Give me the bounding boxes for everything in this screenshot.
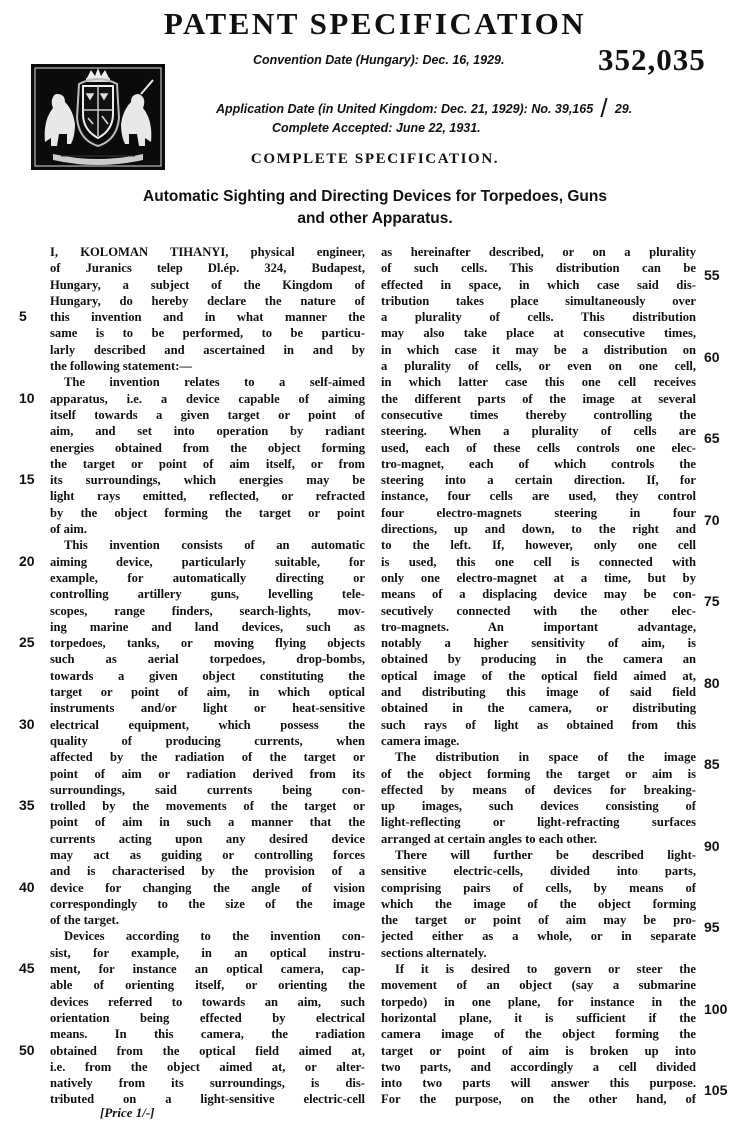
line-number: 60 <box>704 348 720 365</box>
application-date-text: Application Date (in United Kingdom: Dec. 21, 1929): No. 39,165 <box>216 102 594 116</box>
text-line: sensitive electric-cells, divided into parts, <box>381 864 696 879</box>
text-line: aiming device, particularly suitable, for <box>50 554 365 569</box>
text-line: Hungary, a subject of the Kingdom of <box>50 277 365 292</box>
text-line: affected by the radiation of the target or <box>50 750 365 765</box>
text-line: towards a given object constituting the <box>50 668 365 683</box>
line-number: 80 <box>704 674 720 691</box>
text-line: This invention consists of an automatic <box>64 538 365 553</box>
line-number: 35 <box>19 797 35 814</box>
text-line: torpedoes, tanks, or moving flying objects <box>50 636 365 651</box>
text-line: surroundings, said currents being con- <box>50 782 365 797</box>
text-line: i.e. from the object aimed at, or alter- <box>50 1059 365 1074</box>
text-line: ing marine and land devices, such as <box>50 619 365 634</box>
text-line: larly described and ascertained in and by <box>50 342 365 357</box>
text-line: apparatus, i.e. a device capable of aiming <box>50 391 365 406</box>
text-line: the target or point of aim itself, or from <box>50 456 365 471</box>
text-line: means. In this camera, the radiation <box>50 1027 365 1042</box>
text-line: currents acting upon any desired device <box>50 831 365 846</box>
text-line: scopes, range finders, search-lights, mov- <box>50 603 365 618</box>
text-line: such rays of light as obtained from this <box>381 717 696 732</box>
text-line: notably a higher sensitivity of aim, is <box>381 636 696 651</box>
text-line: aim, and set into operation by radiant <box>50 424 365 439</box>
text-line: target or point of aim, in which optical <box>50 685 365 700</box>
line-number: 50 <box>19 1041 35 1058</box>
text-line: tro-magnet, each of which controls the <box>381 456 696 471</box>
line-number: 55 <box>704 267 720 284</box>
text-line: a plurality of cells, or even on one cell, <box>381 359 696 374</box>
text-line: same is to be performed, to be particu- <box>50 326 365 341</box>
text-line: steering. When a plurality of cells are <box>381 424 696 439</box>
text-line: electrical equipment, which possess the <box>50 717 365 732</box>
text-line: correspondingly to the size of the image <box>50 896 365 911</box>
text-line: used, each of these cells controls one elec- <box>381 440 696 455</box>
application-date <box>216 89 633 123</box>
invention-title-line-1: Automatic Sighting and Directing Devices for Torpedoes, Guns <box>143 188 607 205</box>
text-line: orientation being effected by electrical <box>50 1010 365 1025</box>
line-number: 20 <box>19 552 35 569</box>
text-line: jected either as a whole, or in separate <box>381 929 696 944</box>
text-line: and distributing this image of said field <box>381 685 696 700</box>
text-line: a plurality of cells. This distribution <box>381 310 696 325</box>
document-title: PATENT SPECIFICATION <box>163 6 587 41</box>
text-line: controlling artillery guns, levelling tele- <box>50 587 365 602</box>
text-line: up images, such devices consisting of <box>381 799 696 814</box>
text-line: light-reflecting or light-refracting surfaces <box>381 815 696 830</box>
text-line: instruments and/or light or heat-sensitive <box>50 701 365 716</box>
application-number-slash: / <box>593 93 615 123</box>
line-number: 105 <box>704 1082 728 1099</box>
text-line: into two parts will answer this purpose. <box>381 1076 696 1091</box>
text-line: arranged at certain angles to each other. <box>381 831 598 846</box>
text-line: camera image. <box>381 733 460 748</box>
text-line: horizontal plane, it is sufficient if the <box>381 1010 696 1025</box>
text-line: and is characterised by the provision of a <box>50 864 365 879</box>
line-number: 30 <box>19 715 35 732</box>
text-line: steering into a certain direction. If, for <box>381 473 696 488</box>
text-line: torpedo) in one plane, for instance in the <box>381 994 696 1009</box>
text-line: of the target. <box>50 913 119 928</box>
invention-title-line-2: and other Apparatus. <box>297 210 453 227</box>
text-line: If it is desired to govern or steer the <box>395 962 696 977</box>
text-line: energies obtained from the object forming <box>50 440 365 455</box>
line-number: 90 <box>704 837 720 854</box>
text-line: example, for automatically directing or <box>50 570 365 585</box>
text-line: tributed on a light-sensitive electric-cell <box>50 1092 365 1107</box>
text-line: means of a displacing device may be con- <box>381 587 696 602</box>
text-line: directions, up and down, to the right and <box>381 522 696 537</box>
left-text-column <box>50 244 365 1108</box>
line-number: 45 <box>19 960 35 977</box>
text-line: light rays emitted, reflected, or refracted <box>50 489 365 504</box>
text-line: the following statement:— <box>50 359 193 374</box>
text-line: secutively connected with the other elec- <box>381 603 696 618</box>
text-line: in which case it may be a distribution on <box>381 342 696 357</box>
text-line: effected by means of devices for breaking- <box>381 782 696 797</box>
text-line: tribution takes place simultaneously over <box>381 293 696 308</box>
text-line: as hereinafter described, or on a plurality <box>381 245 696 259</box>
text-line: devices referred to towards an aim, such <box>50 994 365 1009</box>
text-line: Devices according to the invention con- <box>64 929 365 944</box>
text-line: trolled by the movements of the target or <box>50 799 365 814</box>
line-number: 5 <box>19 308 27 325</box>
text-line: target or point of aim is broken up into <box>381 1043 696 1058</box>
line-number: 65 <box>704 430 720 447</box>
text-line: only one electro-magnet at a time, but by <box>381 570 696 585</box>
complete-specification-heading: COMPLETE SPECIFICATION. <box>250 151 500 167</box>
text-line: the different parts of the image at several <box>381 391 696 406</box>
text-line: which the image of the object forming <box>381 896 696 911</box>
text-line: obtained in the camera, or distributing <box>381 701 696 716</box>
line-number: 15 <box>19 471 35 488</box>
text-line: of aim. <box>50 522 88 537</box>
text-line: comprising pairs of cells, by means of <box>381 880 696 895</box>
text-line: by the object forming the target or point <box>50 505 365 520</box>
text-line: consecutive times thereby controlling the <box>381 407 696 422</box>
text-line: in which latter case this one cell receives <box>381 375 696 390</box>
price-label: [Price 1/-] <box>100 1105 155 1120</box>
text-line: tro-magnets. An important advantage, <box>381 619 696 634</box>
line-number: 25 <box>19 634 35 651</box>
text-line: natively from its surroundings, is dis- <box>50 1076 365 1091</box>
invention-title <box>40 186 710 230</box>
text-line: of the object forming the target or aim is <box>381 766 696 781</box>
text-line: such as aerial torpedoes, drop-bombs, <box>50 652 365 667</box>
text-line: obtained by producing in the camera an <box>381 652 696 667</box>
text-line: sist, for example, in an optical instru- <box>50 945 365 960</box>
text-line: point of aim or radiation derived from its <box>50 766 365 781</box>
text-line: point of aim in such a manner that the <box>50 815 365 830</box>
text-line: of such cells. This distribution can be <box>381 261 696 276</box>
text-line: to the left. If, however, only one cell <box>381 538 696 553</box>
convention-date: Convention Date (Hungary): Dec. 16, 1929. <box>253 53 505 67</box>
text-line: optical image of the optical field aimed at, <box>381 668 696 683</box>
text-line: the target or point of aim may be pro- <box>381 913 696 928</box>
text-line: camera image of the object forming the <box>381 1027 696 1042</box>
text-line: I, KOLOMAN TIHANYI, physical engineer, <box>50 245 365 259</box>
text-line: may also take place at consecutive times, <box>381 326 696 341</box>
right-text-column <box>381 244 696 1108</box>
line-number: 85 <box>704 756 720 773</box>
text-line: itself towards a given target or point of <box>50 407 365 422</box>
text-line: Hungary, do hereby declare the nature of <box>50 293 365 308</box>
line-number: 75 <box>704 593 720 610</box>
complete-accepted-date: Complete Accepted: June 22, 1931. <box>272 121 481 135</box>
text-line: device for changing the angle of vision <box>50 880 365 895</box>
line-number: 10 <box>19 389 35 406</box>
line-number: 40 <box>19 878 35 895</box>
text-line: sections alternately. <box>381 945 487 960</box>
application-number-suffix: 29. <box>614 102 633 116</box>
line-number: 70 <box>704 511 720 528</box>
text-line: may act as guiding or controlling forces <box>50 847 365 862</box>
text-line: two parts, and accordingly a cell divided <box>381 1059 696 1074</box>
text-line: ment, for instance an optical camera, cap- <box>50 962 365 977</box>
text-line: obtained from the optical field aimed at, <box>50 1043 365 1058</box>
text-line: For the purpose, on the other hand, of <box>381 1092 696 1107</box>
text-line: its surroundings, which energies may be <box>50 473 365 488</box>
text-line: four electro-magnets steering in four <box>381 505 696 520</box>
line-number: 100 <box>704 1000 728 1017</box>
text-line: movement of an object (say a submarine <box>381 978 696 993</box>
text-line: this invention and in what manner the <box>50 310 365 325</box>
line-number: 95 <box>704 919 720 936</box>
patent-number: 352,035 <box>598 42 706 77</box>
text-line: able of orienting itself, or orienting the <box>50 978 365 993</box>
text-line: effected in space, in which case said dis- <box>381 277 696 292</box>
text-line: is used, this one cell is connected with <box>381 554 696 569</box>
text-line: There will further be described light- <box>395 847 696 862</box>
text-line: of Juranics telep Dl.ép. 324, Budapest, <box>50 261 365 276</box>
text-line: The distribution in space of the image <box>395 750 696 765</box>
text-line: instance, four cells are used, they control <box>381 489 696 504</box>
text-line: quality of producing currents, when <box>50 733 365 748</box>
text-line: The invention relates to a self-aimed <box>64 375 365 390</box>
